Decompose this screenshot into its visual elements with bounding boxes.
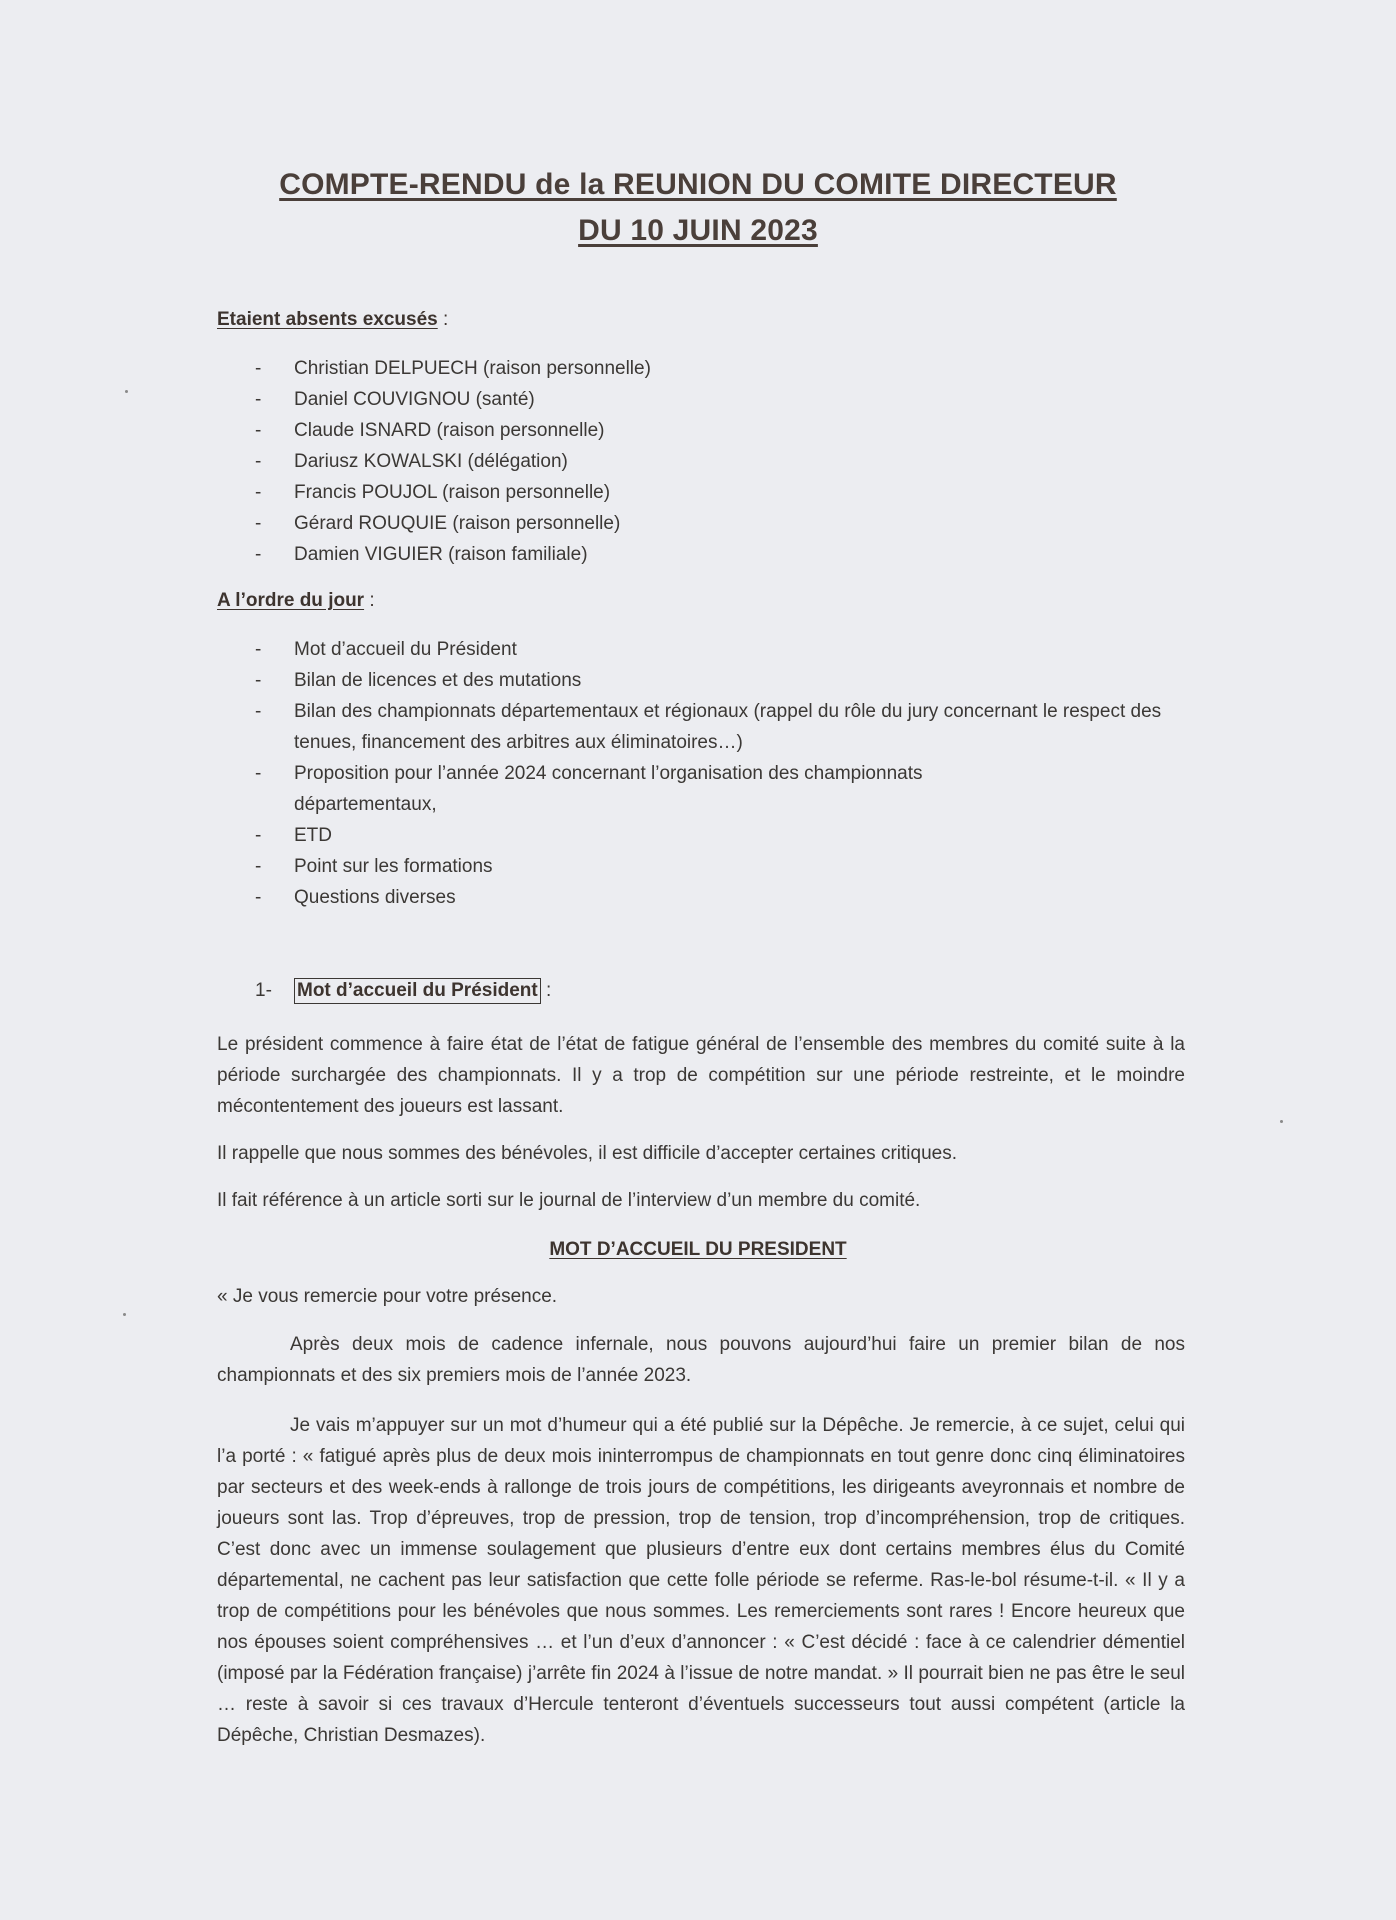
speech-paragraph: Après deux mois de cadence infernale, nous pouvons aujourd’hui faire un premier bilan de nos championnats et des six premiers mois de l’année 2023. [217,1334,1185,1386]
agenda-item: Point sur les formations [294,856,493,877]
agenda-item: ETD [294,825,332,846]
agenda-heading-suffix: : [364,590,375,611]
absent-name: Daniel COUVIGNOU (santé) [294,389,535,410]
paper-speck [125,390,128,393]
list-item: - Proposition pour l’année 2024 concernant l’organisation des championnats départementaux, [255,763,923,815]
list-item: - Bilan des championnats départementaux et régionaux (rappel du rôle du jury concernant le respect des tenues, financement des arbitres aux éliminatoires…) [255,701,1162,753]
agenda-list [255,634,1214,913]
list-item: - Damien VIGUIER (raison familiale) [255,544,588,565]
absents-heading-suffix: : [437,309,449,330]
list-item: - Bilan de licences et des mutations [255,670,582,691]
agenda-item: Questions diverses [294,887,456,908]
absent-name: Gérard ROUQUIE (raison personnelle) [294,513,621,534]
section-title-suffix: : [540,980,552,1001]
document-title-line2: DU 10 JUIN 2023 [578,214,818,247]
absent-name: Dariusz KOWALSKI (délégation) [294,451,568,472]
document-title-line1: COMPTE-RENDU de la REUNION DU COMITE DIRECTEUR [279,168,1117,201]
list-item: - Mot d’accueil du Président [255,639,517,660]
absents-list [255,353,651,570]
speech-paragraph: Je vais m’appuyer sur un mot d’humeur qui a été publié sur la Dépêche. Je remercie, à ce sujet, celui qui l’a porté : « fatigué après plus de deux mois ininterrompus de championnats en tout genre donc cinq éliminatoires par secteurs et des week-ends à rallonge de trois jours de compétitions, les dirigeants aveyronnais et nombre de joueurs sont las. Trop d’épreuves, trop de pression, trop de tension, trop d’incompréhension, trop de critiques. C’est donc avec un immense soulagement que plusieurs d’entre eux dont certains membres élus du Comité départemental, ne cachent pas leur satisfaction que cette folle période se referme. Ras-le-bol résume-t-il. « Il y a trop de compétitions pour les bénévoles que nous sommes. Les remerciements sont rares ! Encore heureux que nos épouses soient compréhensives … et l’un d’eux d’annoncer : « C’est décidé : face à ce calendrier démentiel (imposé par la Fédération française) j’arrête fin 2024 à l’issue de notre mandat. » Il pourrait bien ne pas être le seul … reste à savoir si ces travaux d’Hercule tenteront d’éventuels successeurs tout aussi compétent (article la Dépêche, Christian Desmazes). [217,1415,1185,1746]
list-item: - Francis POUJOL (raison personnelle) [255,482,611,503]
agenda-heading-text: A l’ordre du jour [217,590,365,611]
absent-name: Damien VIGUIER (raison familiale) [294,544,588,565]
paragraph: Il rappelle que nous sommes des bénévoles, il est difficile d’accepter certaines critiques. [217,1143,957,1164]
list-item: - ETD [255,825,332,846]
paragraph: Le président commence à faire état de l’état de fatigue général de l’ensemble des membres du comité suite à la période surchargée des championnats. Il y a trop de compétition sur une période restreinte, et le moindre mécontentement des joueurs est lassant. [217,1034,1185,1117]
section-number: 1- [255,980,272,1001]
absent-name: Claude ISNARD (raison personnelle) [294,420,605,441]
absent-name: Christian DELPUECH (raison personnelle) [294,358,651,379]
section-title-boxed: Mot d’accueil du Président [294,978,541,1004]
absents-heading-text: Etaient absents excusés [217,309,438,330]
paragraph: Il fait référence à un article sorti sur le journal de l’interview d’un membre du comité. [217,1190,921,1211]
agenda-item: Mot d’accueil du Président [294,639,517,660]
list-item: - Gérard ROUQUIE (raison personnelle) [255,513,621,534]
list-item: - Claude ISNARD (raison personnelle) [255,420,605,441]
absents-heading [217,309,448,331]
list-item: - Questions diverses [255,887,456,908]
paper-speck [1280,1120,1283,1123]
list-item: - Christian DELPUECH (raison personnelle) [255,358,651,379]
list-item: - Daniel COUVIGNOU (santé) [255,389,535,410]
section-1-title [255,978,551,1004]
paper-speck [123,1313,126,1316]
absent-name: Francis POUJOL (raison personnelle) [294,482,611,503]
agenda-heading [217,590,375,612]
agenda-item: Proposition pour l’année 2024 concernant l’organisation des championnats départementaux, [294,763,923,815]
list-item: - Dariusz KOWALSKI (délégation) [255,451,568,472]
list-item: - Point sur les formations [255,856,493,877]
agenda-item: Bilan des championnats départementaux et régionaux (rappel du rôle du jury concernant le respect des tenues, financement des arbitres aux éliminatoires…) [294,701,1162,753]
speech-paragraph: « Je vous remercie pour votre présence. [217,1286,558,1307]
agenda-item: Bilan de licences et des mutations [294,670,582,691]
speech-heading: MOT D’ACCUEIL DU PRESIDENT [549,1239,847,1260]
